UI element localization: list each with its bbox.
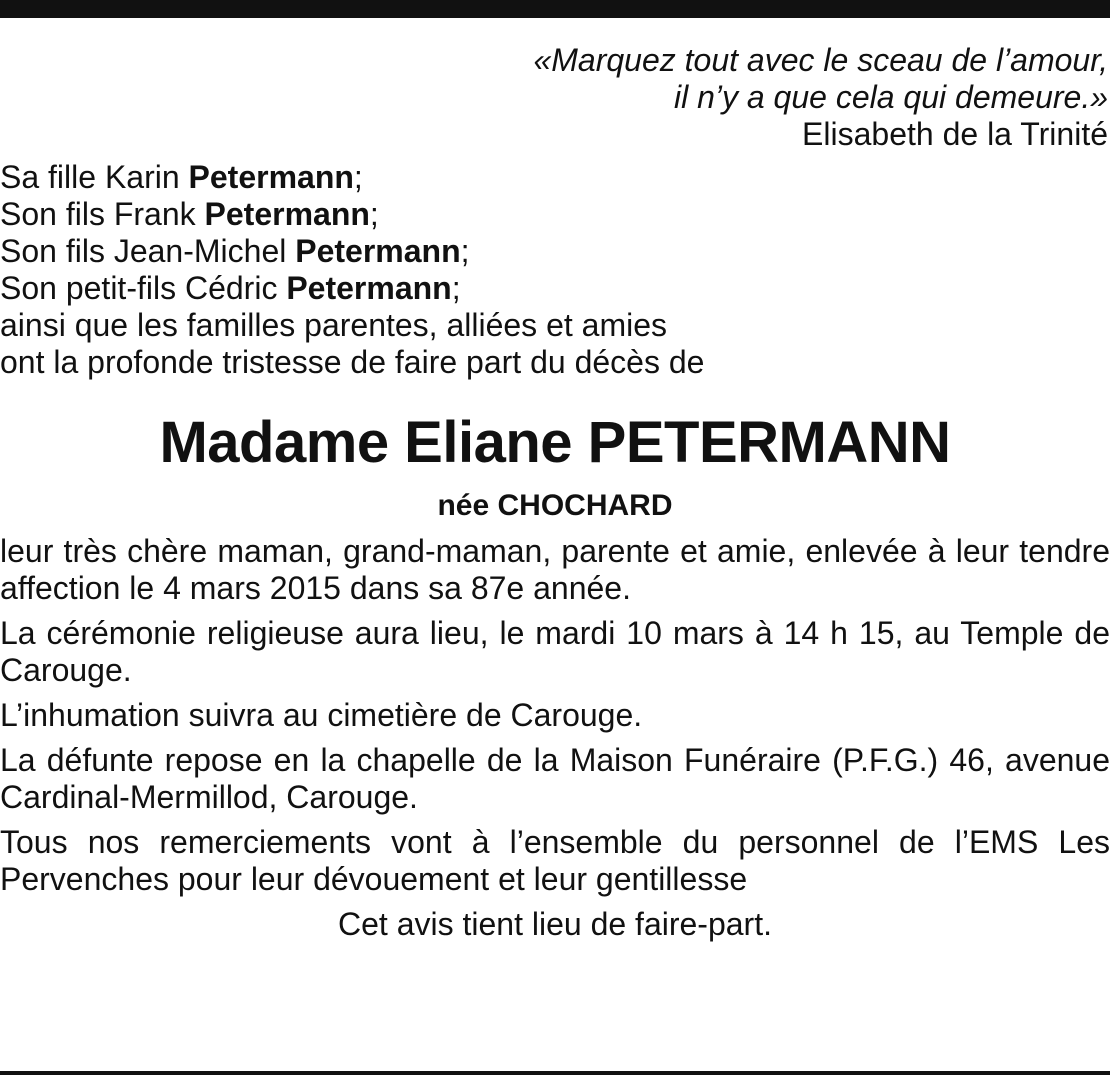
epigraph-line-2: il n’y a que cela qui demeure.» bbox=[673, 79, 1108, 115]
burial-paragraph: L’inhumation suivra au cimetière de Carouge. bbox=[0, 697, 643, 733]
family-member-line bbox=[0, 196, 1110, 233]
maiden-name: née CHOCHARD bbox=[437, 489, 673, 522]
top-border-rule bbox=[0, 0, 1110, 18]
family-member-relation: Son fils Jean-Michel bbox=[0, 233, 296, 269]
thanks-paragraph: Tous nos remerciements vont à l’ensemble du personnel de l’EMS Les Pervenches pour leur dévouement et leur gentillesse bbox=[0, 824, 1110, 897]
family-list bbox=[0, 159, 1110, 381]
deceased-name: Madame Eliane PETERMANN bbox=[159, 410, 951, 475]
obituary-notice bbox=[0, 42, 1110, 943]
family-member-surname: Petermann bbox=[295, 233, 461, 269]
announcement-line: ont la profonde tristesse de faire part du décès de bbox=[0, 344, 705, 380]
family-member-line bbox=[0, 233, 1110, 270]
relatives-line: ainsi que les familles parentes, alliées et amies bbox=[0, 307, 667, 343]
family-member-punct: ; bbox=[369, 196, 379, 232]
family-member-line bbox=[0, 159, 1110, 196]
family-member-punct: ; bbox=[353, 159, 363, 195]
family-member-punct: ; bbox=[451, 270, 461, 306]
family-member-surname: Petermann bbox=[286, 270, 452, 306]
family-member-surname: Petermann bbox=[204, 196, 370, 232]
epigraph-author: Elisabeth de la Trinité bbox=[802, 116, 1108, 152]
family-member-relation: Son fils Frank bbox=[0, 196, 205, 232]
family-member-surname: Petermann bbox=[188, 159, 354, 195]
closing-note: Cet avis tient lieu de faire-part. bbox=[338, 906, 772, 942]
family-member-punct: ; bbox=[460, 233, 470, 269]
ceremony-paragraph: La cérémonie religieuse aura lieu, le mardi 10 mars à 14 h 15, au Temple de Carouge. bbox=[0, 615, 1110, 688]
epigraph-line-1: «Marquez tout avec le sceau de l’amour, bbox=[533, 42, 1108, 78]
family-member-relation: Sa fille Karin bbox=[0, 159, 189, 195]
family-member-relation: Son petit-fils Cédric bbox=[0, 270, 287, 306]
tribute-paragraph: leur très chère maman, grand-maman, parente et amie, enlevée à leur tendre affection le 4 mars 2015 dans sa 87e année. bbox=[0, 533, 1110, 606]
bottom-border-rule bbox=[0, 1071, 1110, 1075]
family-member-line bbox=[0, 270, 1110, 307]
epigraph-quote bbox=[0, 42, 1110, 153]
repose-paragraph: La défunte repose en la chapelle de la Maison Funéraire (P.F.G.) 46, avenue Cardinal-Mermillod, Carouge. bbox=[0, 742, 1110, 815]
